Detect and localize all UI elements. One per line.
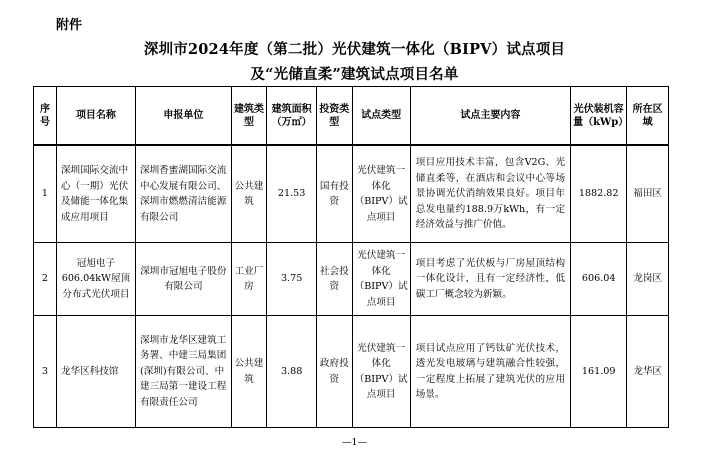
cell-pilot-type: 光伏建筑一体化（BIPV）试点项目 <box>352 243 410 316</box>
header-region: 所在区域 <box>627 87 669 146</box>
table-header-row <box>34 87 669 146</box>
cell-region: 龙岗区 <box>627 243 669 316</box>
header-seq: 序号 <box>34 87 57 146</box>
header-project-name: 项目名称 <box>56 87 135 146</box>
cell-applicant: 深圳香蜜湖国际交流中心发展有限公司、深圳市燃燃清洁能源有限公司 <box>136 145 232 243</box>
document-title-line-1: 深圳市2024年度（第二批）光伏建筑一体化（BIPV）试点项目 <box>143 41 566 58</box>
cell-seq: 2 <box>34 243 57 316</box>
cell-area: 21.53 <box>267 145 317 243</box>
cell-main-content: 项目应用技术丰富，包含V2G、光储直柔等，在酒店和会议中心等场景协调光伏消纳效果良好。项目年总发电量约188.9万kWh，有一定经济效益与推广价值。 <box>410 145 570 243</box>
header-main-content: 试点主要内容 <box>410 87 570 146</box>
pilot-projects-table <box>33 86 669 428</box>
cell-pilot-type: 光伏建筑一体化（BIPV）试点项目 <box>352 145 410 243</box>
cell-investment-type: 社会投资 <box>317 243 352 316</box>
header-area: 建筑面积（万㎡） <box>267 87 317 146</box>
cell-area: 3.88 <box>267 316 317 428</box>
cell-project-name: 深圳国际交流中心（一期）光伏及储能一体化集成应用项目 <box>56 145 135 243</box>
table-row <box>34 243 669 316</box>
table-row <box>34 145 669 243</box>
header-applicant: 申报单位 <box>136 87 232 146</box>
cell-capacity: 161.09 <box>571 316 627 428</box>
header-investment-type: 投资类型 <box>317 87 352 146</box>
cell-capacity: 606.04 <box>571 243 627 316</box>
cell-applicant: 深圳市龙华区建筑工务署、中建三局集团(深圳)有限公司、中建三局第一建设工程有限责任公司 <box>136 316 232 428</box>
header-pilot-type: 试点类型 <box>352 87 410 146</box>
cell-seq: 3 <box>34 316 57 428</box>
page-number: —1— <box>341 437 368 448</box>
header-building-type: 建筑类型 <box>231 87 266 146</box>
table-row <box>34 316 669 428</box>
cell-project-name: 龙华区科技馆 <box>56 316 135 428</box>
cell-seq: 1 <box>34 145 57 243</box>
document-title-line-2: 及“光储直柔”建筑试点项目名单 <box>250 66 459 83</box>
cell-capacity: 1882.82 <box>571 145 627 243</box>
header-capacity: 光伏装机容量（kWp） <box>571 87 627 146</box>
cell-area: 3.75 <box>267 243 317 316</box>
cell-main-content: 项目试点应用了钙钛矿光伏技术，透光发电玻璃与建筑融合性较强，一定程度上拓展了建筑光伏的应用场景。 <box>410 316 570 428</box>
cell-investment-type: 政府投资 <box>317 316 352 428</box>
cell-region: 福田区 <box>627 145 669 243</box>
cell-main-content: 项目考虑了光伏板与厂房屋顶结构一体化设计，且有一定经济性，低碳工厂概念较为新颖。 <box>410 243 570 316</box>
cell-building-type: 公共建筑 <box>231 145 266 243</box>
cell-investment-type: 国有投资 <box>317 145 352 243</box>
cell-project-name: 冠旭电子606.04kW屋顶分布式光伏项目 <box>56 243 135 316</box>
cell-applicant: 深圳市冠旭电子股份有限公司 <box>136 243 232 316</box>
cell-building-type: 公共建筑 <box>231 316 266 428</box>
cell-building-type: 工业厂房 <box>231 243 266 316</box>
cell-region: 龙华区 <box>627 316 669 428</box>
attachment-label: 附件 <box>56 18 83 33</box>
cell-pilot-type: 光伏建筑一体化（BIPV）试点项目 <box>352 316 410 428</box>
